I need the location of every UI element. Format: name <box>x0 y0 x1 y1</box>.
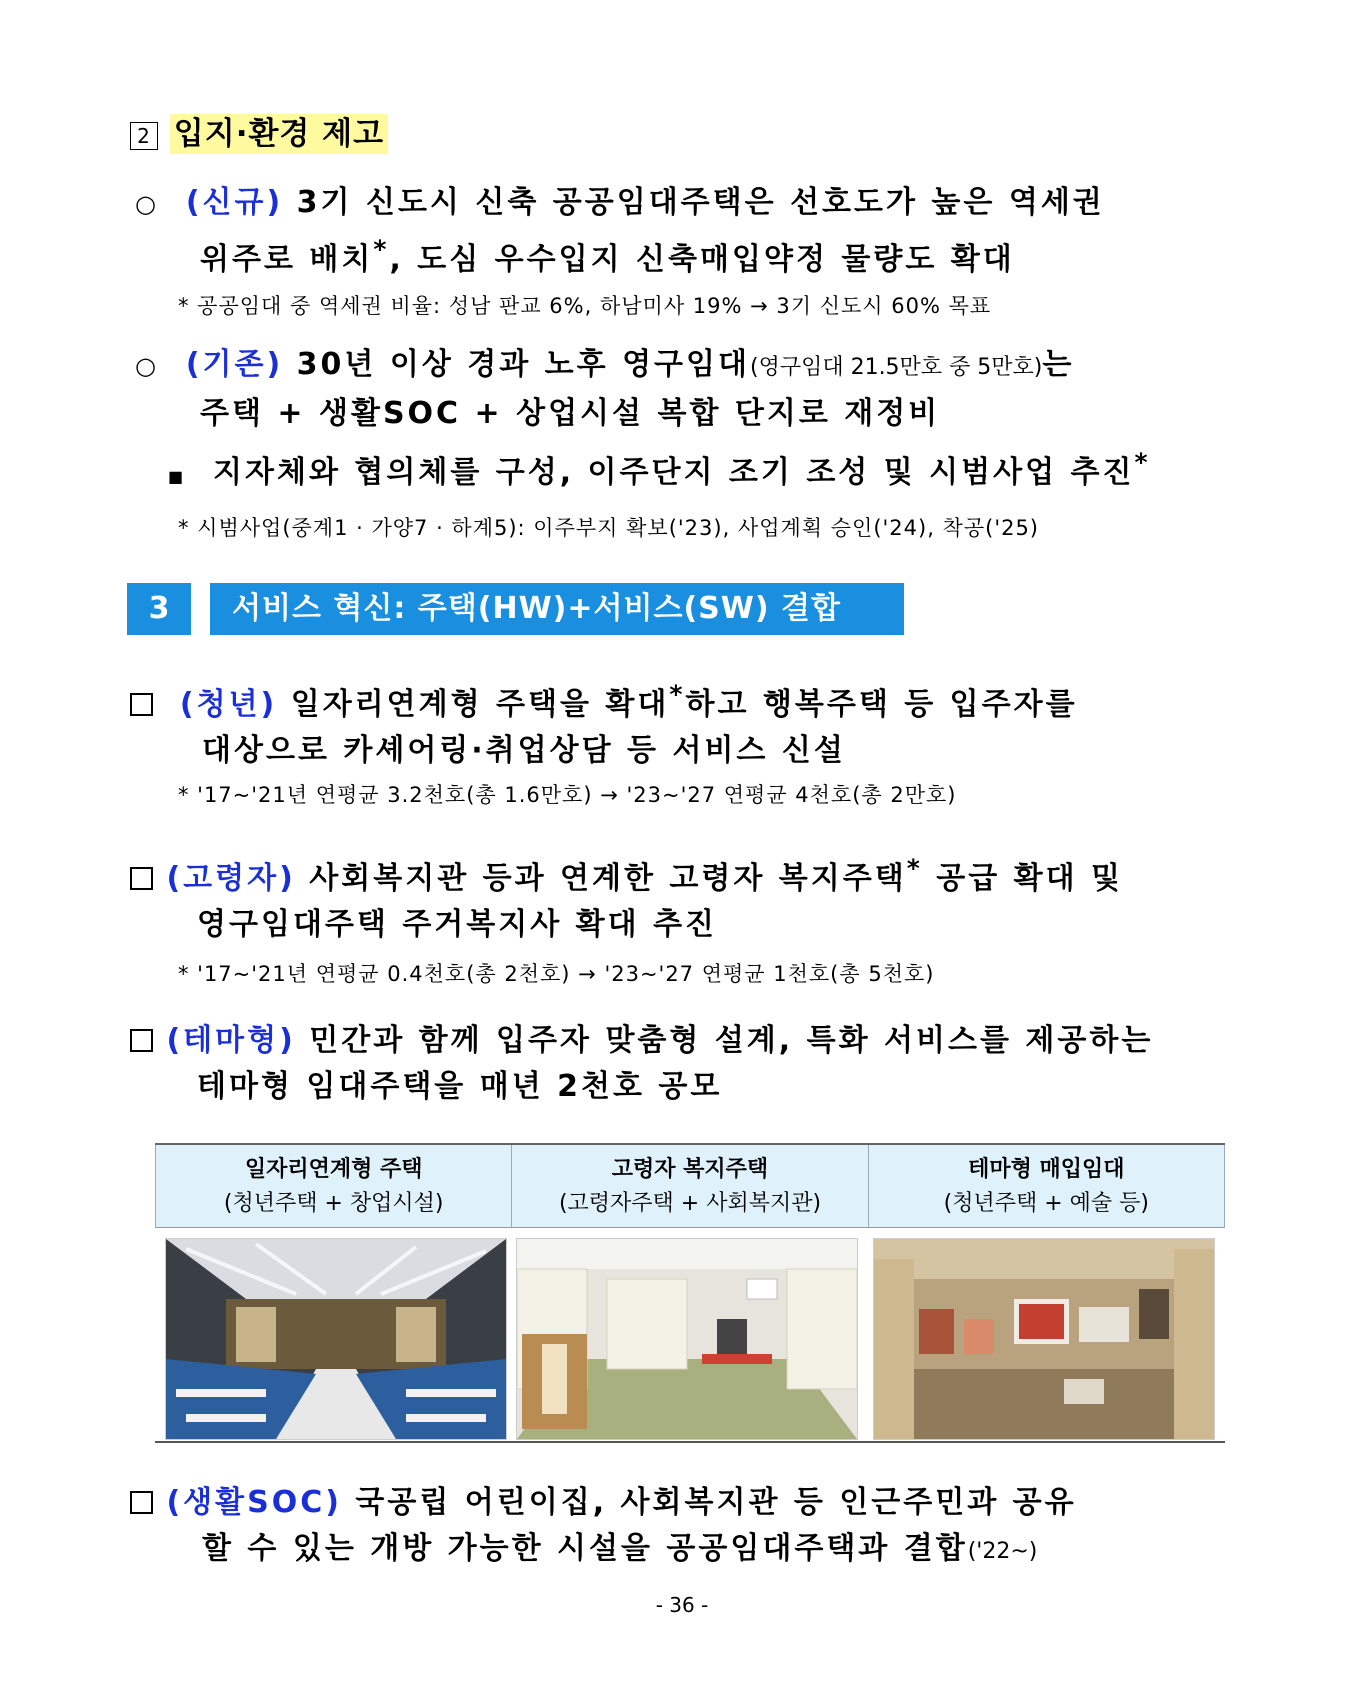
footnote: * 시범사업(중계1 · 가양7 · 하계5): 이주부지 확보('23), 사업계획 승인('24), 착공('25) <box>178 516 1040 540</box>
tag-existing: (기존) <box>185 347 284 382</box>
sub-bullet <box>168 440 1248 500</box>
checkbox-icon <box>130 1491 153 1514</box>
cell-subtitle: (고령자주택 + 사회복지관) <box>558 1191 822 1216</box>
square-bullet-icon: ■ <box>168 467 187 486</box>
table-cell <box>868 1144 1224 1228</box>
paragraph-elderly <box>130 846 1240 948</box>
para-note: ('22~) <box>967 1539 1038 1564</box>
para-text: 30년 이상 경과 노후 영구임대 <box>283 347 750 382</box>
tag-elderly: (고령자) <box>166 861 296 896</box>
footnote-marker: * <box>1134 448 1151 477</box>
para-text: 대상으로 카셰어링·취업상담 등 서비스 신설 <box>202 733 846 768</box>
circle-bullet-icon: ○ <box>135 190 159 218</box>
housing-type-table <box>155 1143 1225 1228</box>
tag-soc: (생활SOC) <box>166 1485 342 1520</box>
para-text: 할 수 있는 개방 가능한 시설을 공공임대주택과 결합 <box>202 1531 968 1566</box>
cell-subtitle: (청년주택 + 예술 등) <box>943 1191 1149 1216</box>
para-text: 테마형 임대주택을 매년 2천호 공모 <box>197 1069 723 1104</box>
table-cell <box>512 1144 868 1228</box>
para-text: 공급 확대 및 <box>922 861 1124 896</box>
cell-title: 테마형 매입임대 <box>968 1157 1125 1182</box>
para-note: (영구임대 21.5만호 중 5만호) <box>749 355 1043 380</box>
para-text: 3기 신도시 신축 공공임대주택은 선호도가 높은 역세권 <box>283 185 1105 220</box>
footnote-marker: * <box>373 235 390 264</box>
photo-gallery <box>873 1238 1215 1440</box>
table-bottom-rule <box>155 1441 1225 1443</box>
footnote-marker: * <box>906 854 923 883</box>
circle-bullet-icon: ○ <box>135 352 159 380</box>
paragraph-theme <box>130 1018 1240 1110</box>
para-text: 일자리연계형 주택을 확대 <box>277 687 670 722</box>
cell-title: 고령자 복지주택 <box>611 1157 769 1182</box>
section-number-box: 2 <box>130 122 158 150</box>
paragraph-youth <box>130 672 1240 774</box>
photo-office <box>165 1238 507 1440</box>
table-cell <box>156 1144 512 1228</box>
para-text: 하고 행복주택 등 입주자를 <box>685 687 1078 722</box>
footnote: * '17~'21년 연평균 0.4천호(총 2천호) → '23~'27 연평균 1천호(총 5천호) <box>178 962 935 986</box>
section-heading <box>130 108 388 153</box>
para-text: , 도심 우수입지 신축매입약정 물량도 확대 <box>389 242 1015 277</box>
paragraph-new <box>135 180 1235 283</box>
tag-theme: (테마형) <box>166 1023 296 1058</box>
tag-new: (신규) <box>185 185 284 220</box>
footnote: * '17~'21년 연평균 3.2천호(총 1.6만호) → '23~'27 연평균 4천호(총 2만호) <box>178 783 957 807</box>
cell-subtitle: (청년주택 + 창업시설) <box>223 1191 444 1216</box>
paragraph-existing <box>135 342 1245 437</box>
para-text: 는 <box>1042 347 1075 382</box>
para-text: 위주로 배치 <box>200 242 374 277</box>
para-text: 국공립 어린이집, 사회복지관 등 인근주민과 공유 <box>341 1485 1077 1520</box>
section-title-bar: 서비스 혁신: 주택(HW)+서비스(SW) 결합 <box>210 583 904 635</box>
checkbox-icon <box>130 693 153 716</box>
para-text: 주택 + 생활SOC + 상업시설 복합 단지로 재정비 <box>200 396 941 431</box>
footnote-marker: * <box>669 680 686 709</box>
checkbox-icon <box>130 867 153 890</box>
para-text: 영구임대주택 주거복지사 확대 추진 <box>197 907 718 942</box>
page-number: - 36 - <box>655 1593 709 1617</box>
para-text: 민간과 함께 입주자 맞춤형 설계, 특화 서비스를 제공하는 <box>295 1023 1154 1058</box>
checkbox-icon <box>130 1029 153 1052</box>
cell-title: 일자리연계형 주택 <box>244 1157 423 1182</box>
photo-welfare <box>516 1238 858 1440</box>
footnote: * 공공임대 중 역세권 비율: 성남 판교 6%, 하남미사 19% → 3기 신도시 60% 목표 <box>178 294 992 318</box>
paragraph-soc <box>130 1480 1240 1575</box>
section-title: 입지·환경 제고 <box>170 114 388 154</box>
bullet-text: 지자체와 협의체를 구성, 이주단지 조기 조성 및 시범사업 추진 <box>213 455 1135 490</box>
section-number: 3 <box>127 583 191 635</box>
para-text: 사회복지관 등과 연계한 고령자 복지주택 <box>295 861 907 896</box>
tag-youth: (청년) <box>179 687 278 722</box>
